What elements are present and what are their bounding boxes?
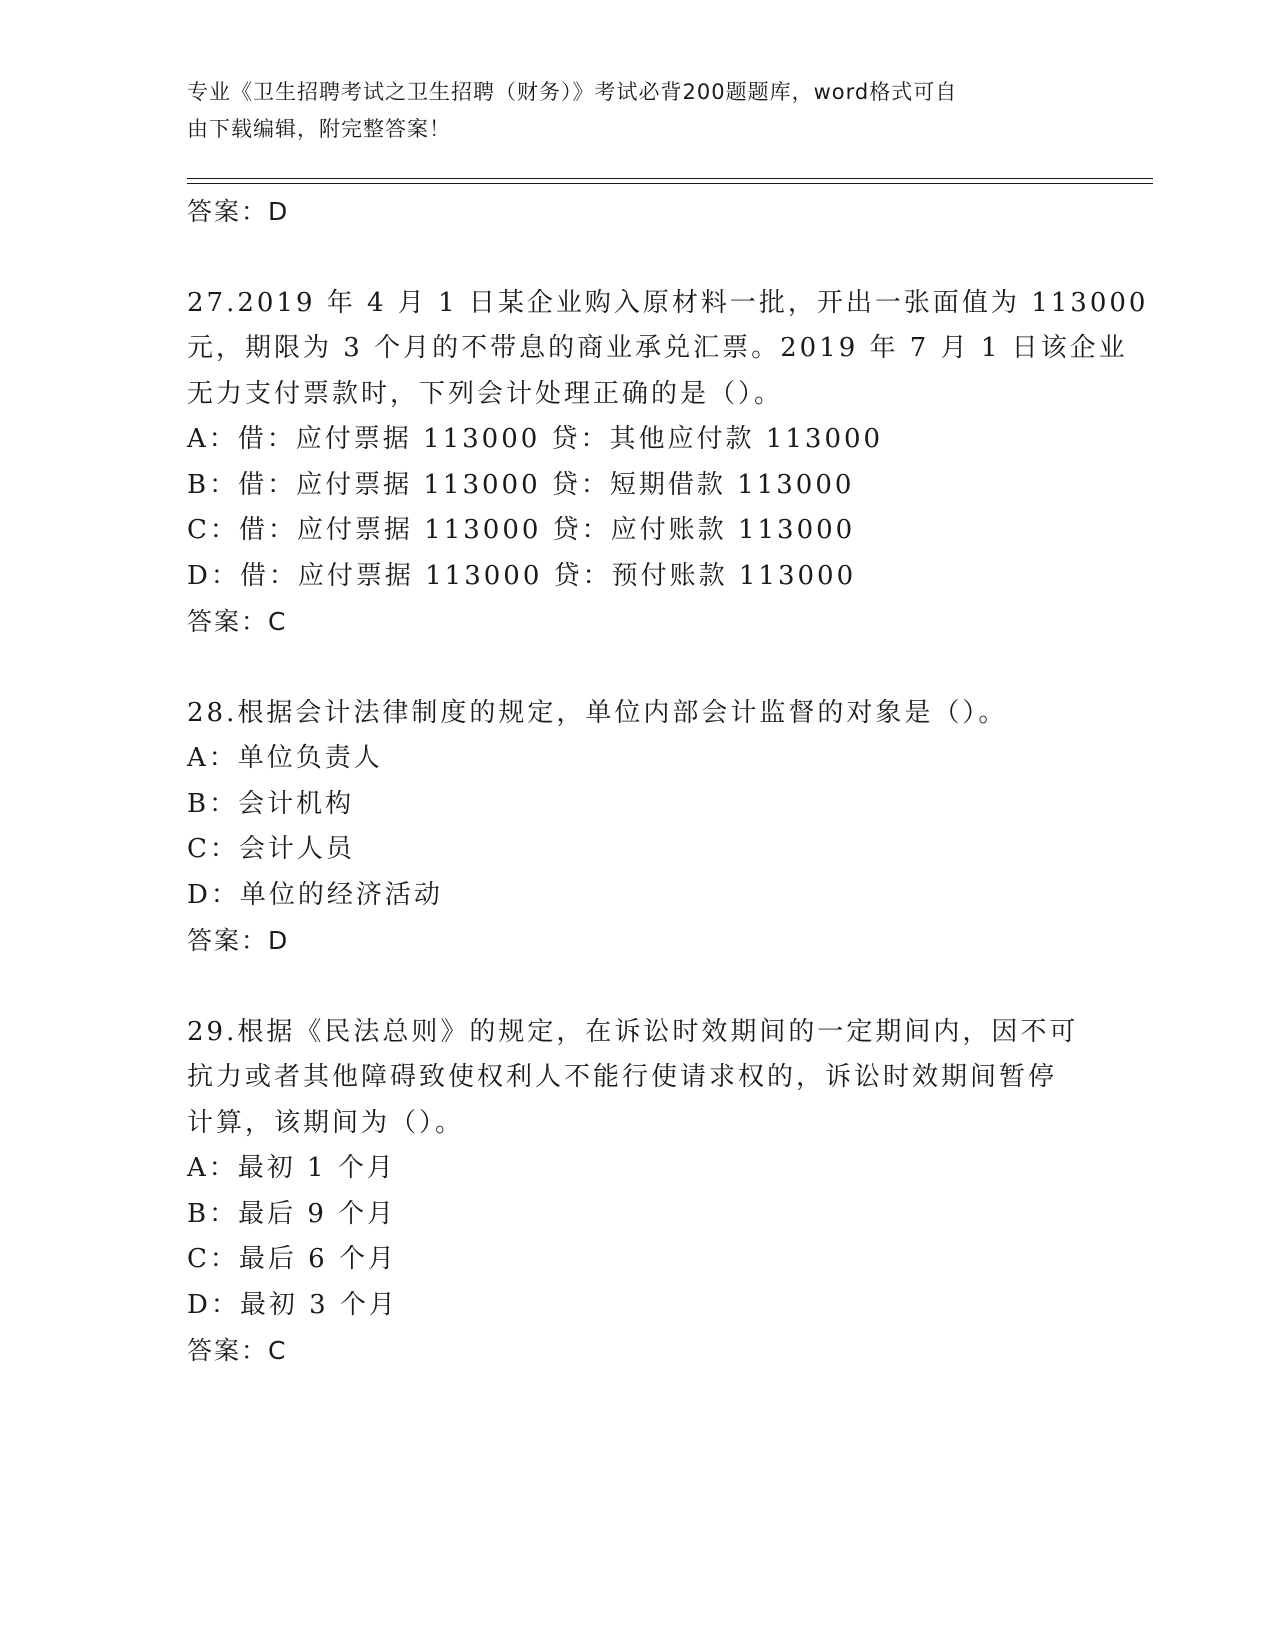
header-divider bbox=[187, 178, 1153, 179]
spacer bbox=[187, 645, 1087, 691]
option-c: C：借：应付票据 113000 贷：应付账款 113000 bbox=[187, 515, 856, 545]
option-d: D：单位的经济活动 bbox=[187, 879, 443, 910]
question-29 bbox=[187, 1010, 1087, 1374]
spacer bbox=[187, 964, 1087, 1010]
question-stem-line: 29.根据《民法总则》的规定，在诉讼时效期间的一定期间内，因不可 bbox=[187, 1016, 1079, 1047]
question-content bbox=[187, 189, 1149, 1374]
option-a: A：单位负责人 bbox=[187, 743, 383, 773]
header-line-2: 由下载编辑，附完整答案！ bbox=[187, 117, 451, 141]
answer: 答案：C bbox=[187, 607, 288, 636]
option-c: C：最后 6 个月 bbox=[187, 1244, 397, 1274]
question-28 bbox=[187, 691, 1087, 964]
option-a: A：借：应付票据 113000 贷：其他应付款 113000 bbox=[187, 424, 884, 454]
document-header bbox=[187, 74, 1087, 148]
question-stem-line: 计算，该期间为（）。 bbox=[187, 1107, 465, 1138]
option-b: B：会计机构 bbox=[187, 788, 355, 819]
question-stem-line: 28.根据会计法律制度的规定，单位内部会计监督的对象是（）。 bbox=[187, 697, 1008, 728]
option-c: C：会计人员 bbox=[187, 834, 355, 864]
previous-answer: 答案：D bbox=[187, 197, 290, 226]
question-stem-line: 抗力或者其他障碍致使权利人不能行使请求权的，诉讼时效期间暂停 bbox=[187, 1062, 1058, 1092]
answer: 答案：C bbox=[187, 1336, 288, 1365]
question-stem-line: 元，期限为 3 个月的不带息的商业承兑汇票。2019 年 7 月 1 日该企业 bbox=[187, 333, 1128, 363]
option-b: B：借：应付票据 113000 贷：短期借款 113000 bbox=[187, 469, 855, 500]
question-stem-line: 27.2019 年 4 月 1 日某企业购入原材料一批，开出一张面值为 113000 bbox=[187, 287, 1149, 318]
header-divider bbox=[187, 183, 1153, 184]
option-b: B：最后 9 个月 bbox=[187, 1198, 397, 1229]
option-a: A：最初 1 个月 bbox=[187, 1153, 396, 1183]
option-d: D：借：应付票据 113000 贷：预付账款 113000 bbox=[187, 560, 857, 591]
spacer bbox=[187, 235, 1087, 281]
question-stem-line: 无力支付票款时，下列会计处理正确的是（）。 bbox=[187, 378, 784, 409]
question-27 bbox=[187, 281, 1149, 645]
option-d: D：最初 3 个月 bbox=[187, 1289, 398, 1320]
answer: 答案：D bbox=[187, 926, 290, 955]
header-line-1: 专业《卫生招聘考试之卫生招聘（财务）》考试必背200题题库，word格式可自 bbox=[187, 80, 958, 104]
